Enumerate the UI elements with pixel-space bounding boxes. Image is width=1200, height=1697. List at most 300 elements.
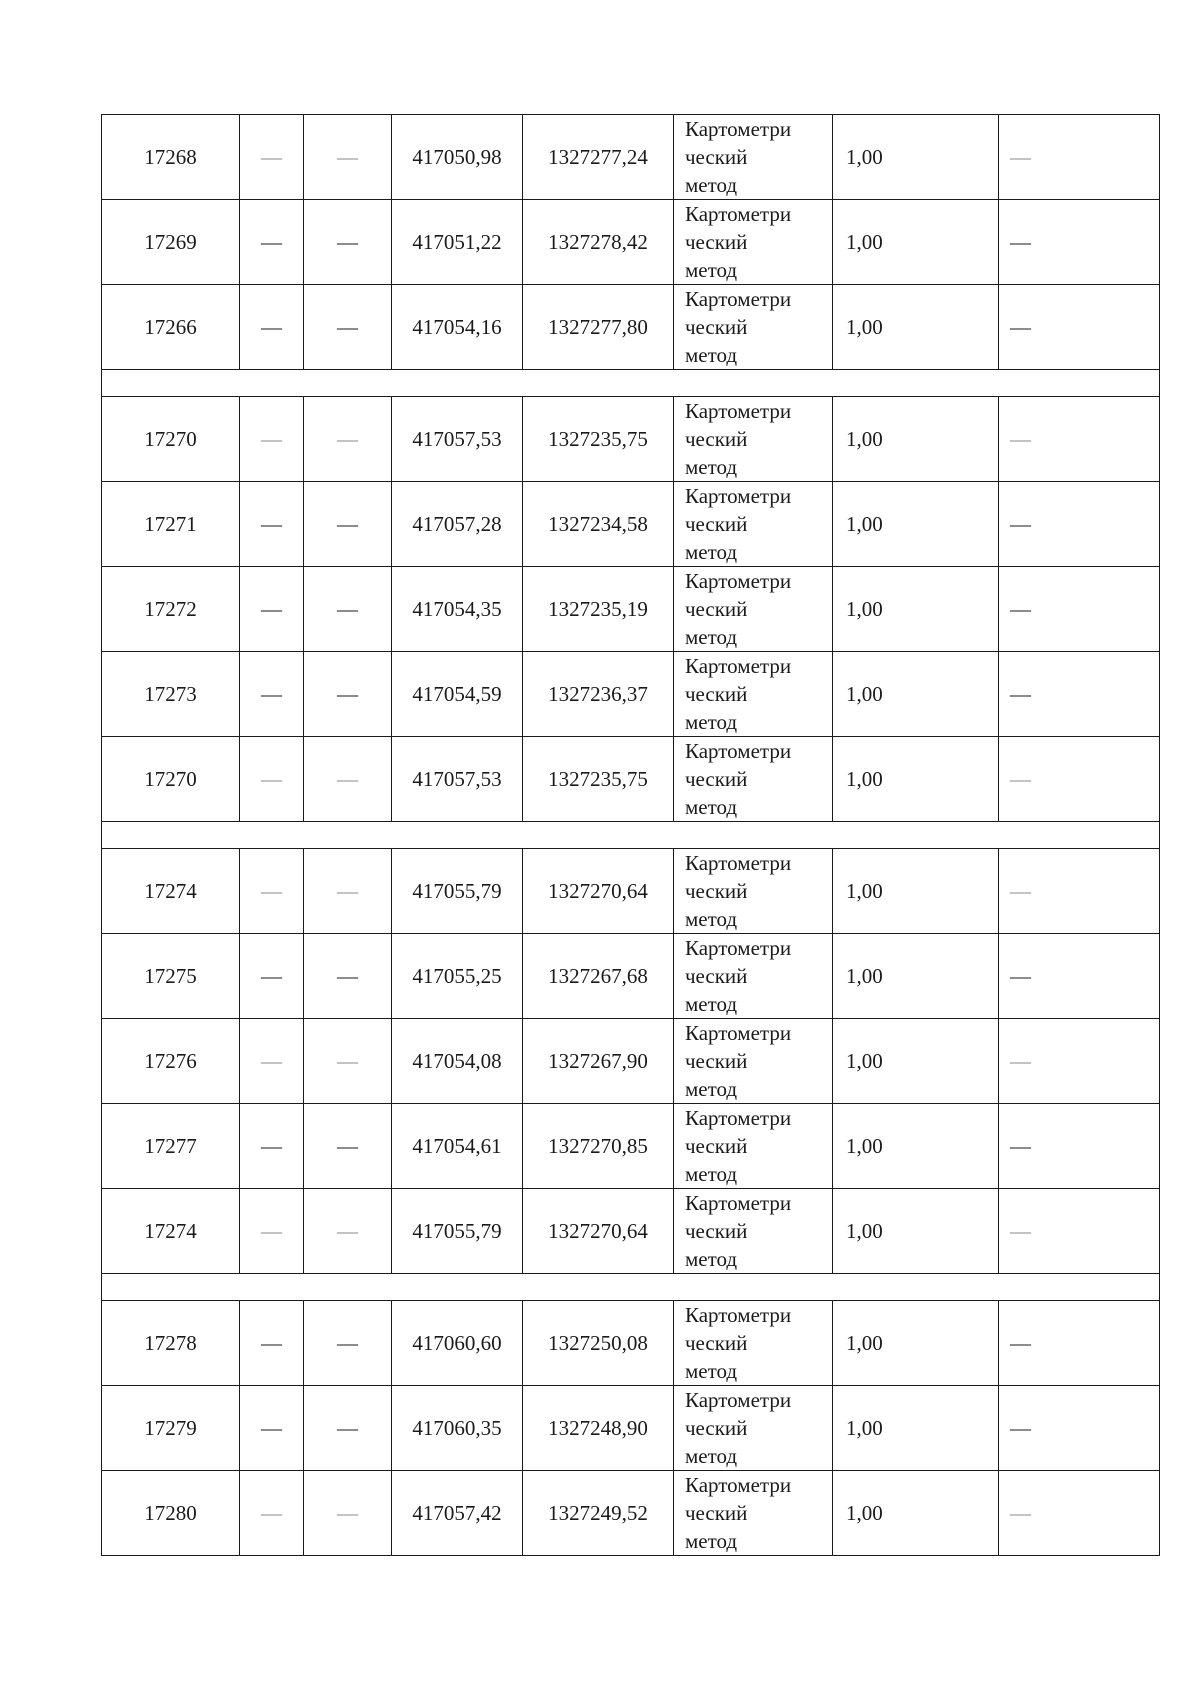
description-cell-text: —	[1010, 512, 1031, 536]
point-number-cell-text: 17278	[144, 1331, 197, 1355]
point-number-cell-text: 17276	[144, 1049, 197, 1073]
y-coordinate-cell	[523, 200, 674, 285]
method-cell	[674, 934, 833, 1019]
method-line: Картометри	[685, 569, 792, 593]
method-line: ческий	[685, 230, 748, 254]
method-line: Картометри	[685, 1388, 792, 1412]
description-cell-text: —	[1010, 682, 1031, 706]
y-coordinate-cell-text: 1327235,75	[548, 427, 648, 451]
description-cell-text: —	[1010, 230, 1031, 254]
point-number-cell	[102, 1189, 240, 1274]
y-coordinate-cell-text: 1327270,85	[548, 1134, 648, 1158]
accuracy-cell-text: 1,00	[846, 512, 883, 536]
table-row	[102, 1471, 1160, 1556]
x-coordinate-cell-text: 417050,98	[412, 145, 502, 169]
col2-cell-text: —	[261, 1416, 282, 1440]
point-number-cell	[102, 397, 240, 482]
description-cell	[999, 652, 1160, 737]
table-body	[102, 115, 1160, 1556]
accuracy-cell	[833, 934, 999, 1019]
point-number-cell-text: 17270	[144, 427, 197, 451]
method-cell	[674, 397, 833, 482]
col3-cell	[304, 1019, 392, 1104]
x-coordinate-cell-text: 417054,08	[412, 1049, 502, 1073]
method-line: метод	[685, 258, 738, 282]
table-row	[102, 482, 1160, 567]
point-number-cell	[102, 567, 240, 652]
method-line: метод	[685, 992, 738, 1016]
group-separator-row	[102, 822, 1160, 849]
x-coordinate-cell	[392, 849, 523, 934]
y-coordinate-cell-text: 1327236,37	[548, 682, 648, 706]
col3-cell-text: —	[337, 1331, 358, 1355]
y-coordinate-cell	[523, 652, 674, 737]
x-coordinate-cell	[392, 285, 523, 370]
method-line: ческий	[685, 964, 748, 988]
col2-cell-text: —	[261, 1049, 282, 1073]
accuracy-cell	[833, 115, 999, 200]
method-line: ческий	[685, 682, 748, 706]
description-cell-text: —	[1010, 1501, 1031, 1525]
col3-cell-text: —	[337, 315, 358, 339]
y-coordinate-cell-text: 1327267,90	[548, 1049, 648, 1073]
table-row	[102, 652, 1160, 737]
col2-cell	[240, 115, 304, 200]
point-number-cell-text: 17277	[144, 1134, 197, 1158]
method-cell	[674, 652, 833, 737]
method-line: метод	[685, 1444, 738, 1468]
y-coordinate-cell	[523, 934, 674, 1019]
method-line: метод	[685, 1359, 738, 1383]
point-number-cell	[102, 115, 240, 200]
accuracy-cell-text: 1,00	[846, 315, 883, 339]
accuracy-cell-text: 1,00	[846, 145, 883, 169]
description-cell	[999, 737, 1160, 822]
description-cell	[999, 1386, 1160, 1471]
y-coordinate-cell	[523, 285, 674, 370]
method-line: ческий	[685, 597, 748, 621]
col3-cell-text: —	[337, 767, 358, 791]
method-cell	[674, 285, 833, 370]
accuracy-cell-text: 1,00	[846, 597, 883, 621]
method-line: Картометри	[685, 936, 792, 960]
method-line: ческий	[685, 1331, 748, 1355]
method-line: ческий	[685, 879, 748, 903]
accuracy-cell-text: 1,00	[846, 767, 883, 791]
method-line: ческий	[685, 315, 748, 339]
y-coordinate-cell-text: 1327278,42	[548, 230, 648, 254]
point-number-cell	[102, 737, 240, 822]
col3-cell	[304, 1104, 392, 1189]
y-coordinate-cell-text: 1327267,68	[548, 964, 648, 988]
y-coordinate-cell-text: 1327250,08	[548, 1331, 648, 1355]
y-coordinate-cell-text: 1327248,90	[548, 1416, 648, 1440]
method-line: метод	[685, 455, 738, 479]
col2-cell-text: —	[261, 1331, 282, 1355]
col2-cell-text: —	[261, 512, 282, 536]
accuracy-cell	[833, 285, 999, 370]
table-row	[102, 567, 1160, 652]
accuracy-cell	[833, 1019, 999, 1104]
x-coordinate-cell	[392, 1019, 523, 1104]
method-line: ческий	[685, 145, 748, 169]
x-coordinate-cell-text: 417057,42	[412, 1501, 502, 1525]
col2-cell-text: —	[261, 682, 282, 706]
method-line: метод	[685, 625, 738, 649]
y-coordinate-cell-text: 1327249,52	[548, 1501, 648, 1525]
col3-cell	[304, 849, 392, 934]
x-coordinate-cell-text: 417057,53	[412, 767, 502, 791]
method-cell	[674, 1301, 833, 1386]
col2-cell	[240, 934, 304, 1019]
method-line: Картометри	[685, 654, 792, 678]
x-coordinate-cell	[392, 934, 523, 1019]
point-number-cell	[102, 1019, 240, 1104]
col3-cell-text: —	[337, 597, 358, 621]
description-cell	[999, 934, 1160, 1019]
col2-cell-text: —	[261, 1219, 282, 1243]
accuracy-cell	[833, 1189, 999, 1274]
point-number-cell-text: 17273	[144, 682, 197, 706]
point-number-cell-text: 17268	[144, 145, 197, 169]
y-coordinate-cell	[523, 1104, 674, 1189]
y-coordinate-cell	[523, 849, 674, 934]
col3-cell-text: —	[337, 1219, 358, 1243]
accuracy-cell	[833, 482, 999, 567]
accuracy-cell	[833, 737, 999, 822]
description-cell-text: —	[1010, 145, 1031, 169]
method-cell	[674, 567, 833, 652]
description-cell	[999, 567, 1160, 652]
x-coordinate-cell-text: 417057,28	[412, 512, 502, 536]
accuracy-cell	[833, 1471, 999, 1556]
accuracy-cell-text: 1,00	[846, 230, 883, 254]
x-coordinate-cell	[392, 1104, 523, 1189]
method-line: ческий	[685, 512, 748, 536]
method-cell	[674, 1104, 833, 1189]
method-line: Картометри	[685, 484, 792, 508]
point-number-cell-text: 17270	[144, 767, 197, 791]
accuracy-cell-text: 1,00	[846, 427, 883, 451]
point-number-cell	[102, 285, 240, 370]
x-coordinate-cell	[392, 652, 523, 737]
table-row	[102, 1104, 1160, 1189]
col3-cell	[304, 482, 392, 567]
table-row	[102, 1019, 1160, 1104]
accuracy-cell-text: 1,00	[846, 1501, 883, 1525]
col3-cell-text: —	[337, 512, 358, 536]
x-coordinate-cell	[392, 1386, 523, 1471]
y-coordinate-cell-text: 1327277,24	[548, 145, 648, 169]
x-coordinate-cell-text: 417055,25	[412, 964, 502, 988]
y-coordinate-cell	[523, 1189, 674, 1274]
description-cell	[999, 482, 1160, 567]
y-coordinate-cell-text: 1327234,58	[548, 512, 648, 536]
method-line: ческий	[685, 427, 748, 451]
x-coordinate-cell	[392, 1301, 523, 1386]
col3-cell	[304, 285, 392, 370]
method-line: ческий	[685, 767, 748, 791]
y-coordinate-cell	[523, 115, 674, 200]
x-coordinate-cell	[392, 482, 523, 567]
point-number-cell	[102, 1104, 240, 1189]
col3-cell-text: —	[337, 427, 358, 451]
col2-cell-text: —	[261, 145, 282, 169]
col3-cell	[304, 1471, 392, 1556]
method-line: метод	[685, 1162, 738, 1186]
accuracy-cell	[833, 849, 999, 934]
accuracy-cell	[833, 652, 999, 737]
accuracy-cell	[833, 1104, 999, 1189]
accuracy-cell-text: 1,00	[846, 682, 883, 706]
accuracy-cell	[833, 397, 999, 482]
description-cell-text: —	[1010, 315, 1031, 339]
description-cell	[999, 1471, 1160, 1556]
col2-cell-text: —	[261, 1134, 282, 1158]
col2-cell-text: —	[261, 767, 282, 791]
method-line: метод	[685, 795, 738, 819]
accuracy-cell	[833, 567, 999, 652]
method-line: Картометри	[685, 399, 792, 423]
y-coordinate-cell-text: 1327277,80	[548, 315, 648, 339]
accuracy-cell-text: 1,00	[846, 1049, 883, 1073]
x-coordinate-cell-text: 417054,59	[412, 682, 502, 706]
group-separator-cell	[102, 1274, 1160, 1301]
col3-cell	[304, 737, 392, 822]
y-coordinate-cell	[523, 1386, 674, 1471]
col3-cell-text: —	[337, 1501, 358, 1525]
method-line: ческий	[685, 1416, 748, 1440]
point-number-cell	[102, 200, 240, 285]
x-coordinate-cell	[392, 397, 523, 482]
col2-cell	[240, 482, 304, 567]
col3-cell	[304, 567, 392, 652]
point-number-cell	[102, 934, 240, 1019]
col2-cell-text: —	[261, 597, 282, 621]
y-coordinate-cell	[523, 1471, 674, 1556]
x-coordinate-cell	[392, 200, 523, 285]
description-cell	[999, 285, 1160, 370]
group-separator-cell	[102, 370, 1160, 397]
point-number-cell-text: 17274	[144, 879, 197, 903]
y-coordinate-cell	[523, 1301, 674, 1386]
col2-cell	[240, 652, 304, 737]
y-coordinate-cell	[523, 482, 674, 567]
method-line: ческий	[685, 1219, 748, 1243]
col2-cell	[240, 1019, 304, 1104]
description-cell-text: —	[1010, 879, 1031, 903]
col3-cell	[304, 1189, 392, 1274]
point-number-cell	[102, 1386, 240, 1471]
col3-cell-text: —	[337, 1134, 358, 1158]
accuracy-cell	[833, 1386, 999, 1471]
accuracy-cell-text: 1,00	[846, 1331, 883, 1355]
col2-cell-text: —	[261, 879, 282, 903]
method-line: метод	[685, 173, 738, 197]
col2-cell	[240, 397, 304, 482]
point-number-cell	[102, 1301, 240, 1386]
accuracy-cell-text: 1,00	[846, 964, 883, 988]
y-coordinate-cell	[523, 397, 674, 482]
method-line: Картометри	[685, 1473, 792, 1497]
description-cell	[999, 849, 1160, 934]
table-row	[102, 115, 1160, 200]
description-cell	[999, 1104, 1160, 1189]
y-coordinate-cell	[523, 567, 674, 652]
col3-cell	[304, 397, 392, 482]
x-coordinate-cell	[392, 1189, 523, 1274]
col3-cell	[304, 934, 392, 1019]
method-cell	[674, 1471, 833, 1556]
point-number-cell-text: 17279	[144, 1416, 197, 1440]
col2-cell	[240, 567, 304, 652]
col3-cell-text: —	[337, 230, 358, 254]
col3-cell-text: —	[337, 879, 358, 903]
method-cell	[674, 115, 833, 200]
point-number-cell-text: 17272	[144, 597, 197, 621]
description-cell-text: —	[1010, 1219, 1031, 1243]
accuracy-cell-text: 1,00	[846, 1134, 883, 1158]
x-coordinate-cell-text: 417054,61	[412, 1134, 502, 1158]
col2-cell	[240, 1104, 304, 1189]
x-coordinate-cell-text: 417057,53	[412, 427, 502, 451]
y-coordinate-cell	[523, 1019, 674, 1104]
x-coordinate-cell-text: 417060,60	[412, 1331, 502, 1355]
accuracy-cell-text: 1,00	[846, 1219, 883, 1243]
point-number-cell-text: 17266	[144, 315, 197, 339]
description-cell	[999, 200, 1160, 285]
point-number-cell-text: 17271	[144, 512, 197, 536]
y-coordinate-cell-text: 1327270,64	[548, 1219, 648, 1243]
method-line: Картометри	[685, 1303, 792, 1327]
table-row	[102, 934, 1160, 1019]
group-separator-row	[102, 370, 1160, 397]
x-coordinate-cell	[392, 737, 523, 822]
col3-cell	[304, 200, 392, 285]
description-cell-text: —	[1010, 1134, 1031, 1158]
table-row	[102, 1301, 1160, 1386]
x-coordinate-cell	[392, 1471, 523, 1556]
method-line: метод	[685, 710, 738, 734]
point-number-cell	[102, 482, 240, 567]
col3-cell-text: —	[337, 1049, 358, 1073]
x-coordinate-cell-text: 417054,35	[412, 597, 502, 621]
method-line: Картометри	[685, 287, 792, 311]
point-number-cell	[102, 849, 240, 934]
col3-cell-text: —	[337, 682, 358, 706]
method-line: метод	[685, 907, 738, 931]
method-line: Картометри	[685, 1106, 792, 1130]
description-cell-text: —	[1010, 1331, 1031, 1355]
col2-cell-text: —	[261, 1501, 282, 1525]
col3-cell-text: —	[337, 145, 358, 169]
table-row	[102, 1386, 1160, 1471]
description-cell	[999, 397, 1160, 482]
coordinates-table	[101, 114, 1160, 1556]
group-separator-cell	[102, 822, 1160, 849]
y-coordinate-cell	[523, 737, 674, 822]
col2-cell	[240, 1386, 304, 1471]
table-row	[102, 397, 1160, 482]
col2-cell	[240, 1301, 304, 1386]
method-line: метод	[685, 540, 738, 564]
table-row	[102, 200, 1160, 285]
table-row	[102, 1189, 1160, 1274]
col3-cell-text: —	[337, 964, 358, 988]
col2-cell	[240, 849, 304, 934]
method-line: метод	[685, 1529, 738, 1553]
x-coordinate-cell-text: 417055,79	[412, 1219, 502, 1243]
description-cell	[999, 1019, 1160, 1104]
method-cell	[674, 737, 833, 822]
method-cell	[674, 1189, 833, 1274]
description-cell	[999, 1301, 1160, 1386]
x-coordinate-cell-text: 417051,22	[412, 230, 502, 254]
method-cell	[674, 849, 833, 934]
x-coordinate-cell	[392, 115, 523, 200]
col2-cell	[240, 200, 304, 285]
point-number-cell	[102, 1471, 240, 1556]
accuracy-cell	[833, 200, 999, 285]
table-row	[102, 737, 1160, 822]
method-line: метод	[685, 1077, 738, 1101]
method-line: Картометри	[685, 1191, 792, 1215]
method-line: метод	[685, 343, 738, 367]
method-line: Картометри	[685, 739, 792, 763]
table-row	[102, 285, 1160, 370]
col3-cell	[304, 1386, 392, 1471]
point-number-cell-text: 17275	[144, 964, 197, 988]
col2-cell	[240, 1189, 304, 1274]
col2-cell	[240, 737, 304, 822]
y-coordinate-cell-text: 1327235,19	[548, 597, 648, 621]
y-coordinate-cell-text: 1327270,64	[548, 879, 648, 903]
description-cell-text: —	[1010, 597, 1031, 621]
method-line: ческий	[685, 1134, 748, 1158]
method-line: Картометри	[685, 1021, 792, 1045]
method-line: ческий	[685, 1049, 748, 1073]
group-separator-row	[102, 1274, 1160, 1301]
x-coordinate-cell	[392, 567, 523, 652]
col2-cell-text: —	[261, 315, 282, 339]
x-coordinate-cell-text: 417060,35	[412, 1416, 502, 1440]
col2-cell	[240, 1471, 304, 1556]
col3-cell	[304, 115, 392, 200]
method-line: Картометри	[685, 202, 792, 226]
method-line: ческий	[685, 1501, 748, 1525]
col3-cell-text: —	[337, 1416, 358, 1440]
method-line: Картометри	[685, 851, 792, 875]
point-number-cell-text: 17274	[144, 1219, 197, 1243]
description-cell-text: —	[1010, 1049, 1031, 1073]
col3-cell	[304, 652, 392, 737]
description-cell-text: —	[1010, 767, 1031, 791]
point-number-cell-text: 17269	[144, 230, 197, 254]
method-line: метод	[685, 1247, 738, 1271]
col2-cell-text: —	[261, 964, 282, 988]
col2-cell-text: —	[261, 230, 282, 254]
col3-cell	[304, 1301, 392, 1386]
description-cell	[999, 1189, 1160, 1274]
description-cell-text: —	[1010, 964, 1031, 988]
y-coordinate-cell-text: 1327235,75	[548, 767, 648, 791]
table-row	[102, 849, 1160, 934]
x-coordinate-cell-text: 417054,16	[412, 315, 502, 339]
description-cell-text: —	[1010, 427, 1031, 451]
method-line: Картометри	[685, 117, 792, 141]
method-cell	[674, 200, 833, 285]
method-cell	[674, 1019, 833, 1104]
